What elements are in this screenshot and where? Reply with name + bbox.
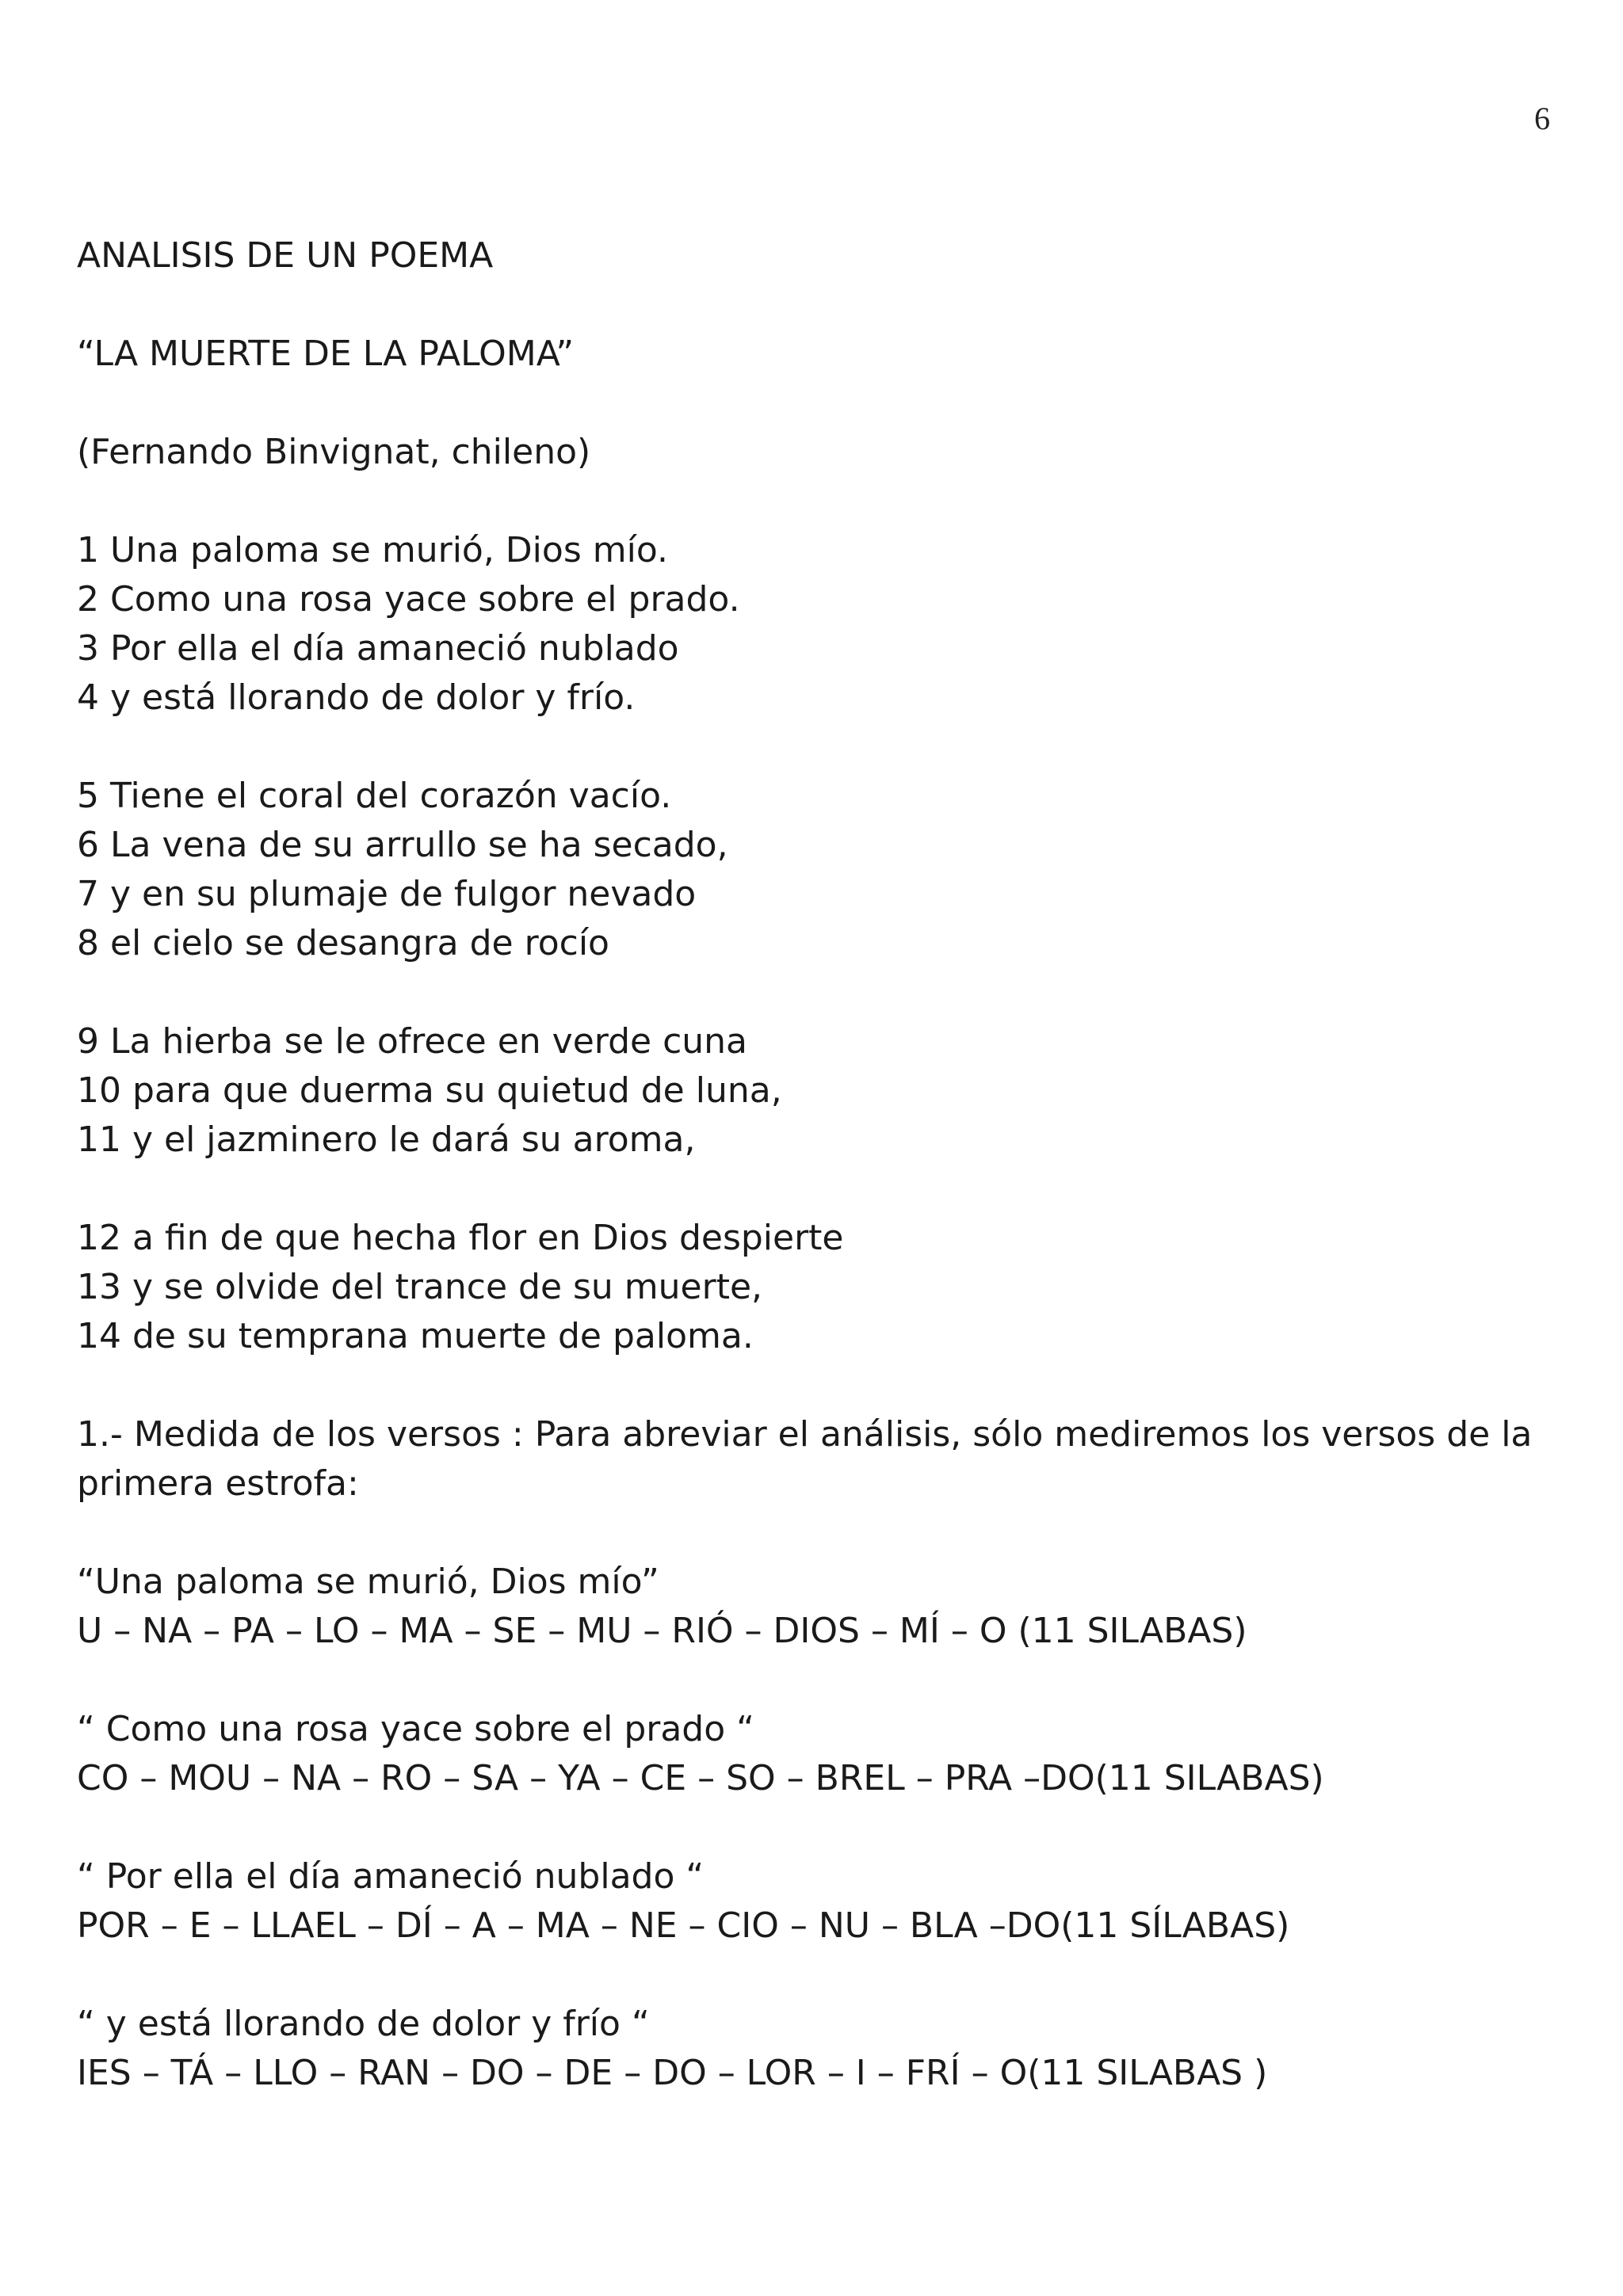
verse-line: 6 La vena de su arrullo se ha secado,: [77, 825, 728, 865]
stanza-4: [77, 1214, 1551, 1361]
verse-line: 10 para que duerma su quietud de luna,: [77, 1070, 782, 1111]
verse-line: 12 a fin de que hecha flor en Dios despierte: [77, 1218, 844, 1258]
verse-line: 3 Por ella el día amaneció nublado: [77, 628, 679, 669]
analysis-intro: 1.- Medida de los versos : Para abreviar el análisis, sólo mediremos los versos de la primera estrofa:: [77, 1414, 1533, 1504]
page-number: 6: [1534, 101, 1550, 136]
verse-line: 13 y se olvide del trance de su muerte,: [77, 1267, 763, 1307]
poem-author: (Fernando Binvignat, chileno): [77, 432, 591, 472]
verse-line: 4 y está llorando de dolor y frío.: [77, 677, 636, 718]
document-body: [77, 231, 1551, 2098]
verse-quote: “ y está llorando de dolor y frío “: [77, 2004, 650, 2044]
verse-analysis-1: [77, 1558, 1551, 1656]
verse-quote: “ Por ella el día amaneció nublado “: [77, 1856, 705, 1897]
syllable-breakdown: POR – E – LLAEL – DÍ – A – MA – NE – CIO – NU – BLA –DO(11 SÍLABAS): [77, 1905, 1290, 1946]
stanza-3: [77, 1017, 1551, 1165]
verse-line: 11 y el jazminero le dará su aroma,: [77, 1119, 696, 1160]
verse-line: 2 Como una rosa yace sobre el prado.: [77, 579, 740, 620]
verse-line: 1 Una paloma se murió, Dios mío.: [77, 530, 668, 570]
syllable-breakdown: IES – TÁ – LLO – RAN – DO – DE – DO – LOR – I – FRÍ – O(11 SILABAS ): [77, 2053, 1268, 2093]
verse-line: 7 y en su plumaje de fulgor nevado: [77, 874, 697, 914]
verse-analysis-2: [77, 1705, 1551, 1803]
verse-line: 5 Tiene el coral del corazón vacío.: [77, 776, 672, 816]
stanza-2: [77, 772, 1551, 968]
syllable-breakdown: CO – MOU – NA – RO – SA – YA – CE – SO – BREL – PRA –DO(11 SILABAS): [77, 1758, 1324, 1798]
verse-quote: “ Como una rosa yace sobre el prado “: [77, 1709, 754, 1749]
syllable-breakdown: U – NA – PA – LO – MA – SE – MU – RIÓ – DIOS – MÍ – O (11 SILABAS): [77, 1611, 1247, 1651]
verse-line: 14 de su temprana muerte de paloma.: [77, 1316, 754, 1356]
verse-quote: “Una paloma se murió, Dios mío”: [77, 1562, 659, 1602]
poem-title: “LA MUERTE DE LA PALOMA”: [77, 334, 575, 374]
verse-analysis-4: [77, 2000, 1551, 2098]
verse-analysis-3: [77, 1852, 1551, 1951]
section-title: ANALISIS DE UN POEMA: [77, 235, 494, 276]
verse-line: 9 La hierba se le ofrece en verde cuna: [77, 1021, 747, 1062]
stanza-1: [77, 526, 1551, 723]
verse-line: 8 el cielo se desangra de rocío: [77, 923, 609, 963]
